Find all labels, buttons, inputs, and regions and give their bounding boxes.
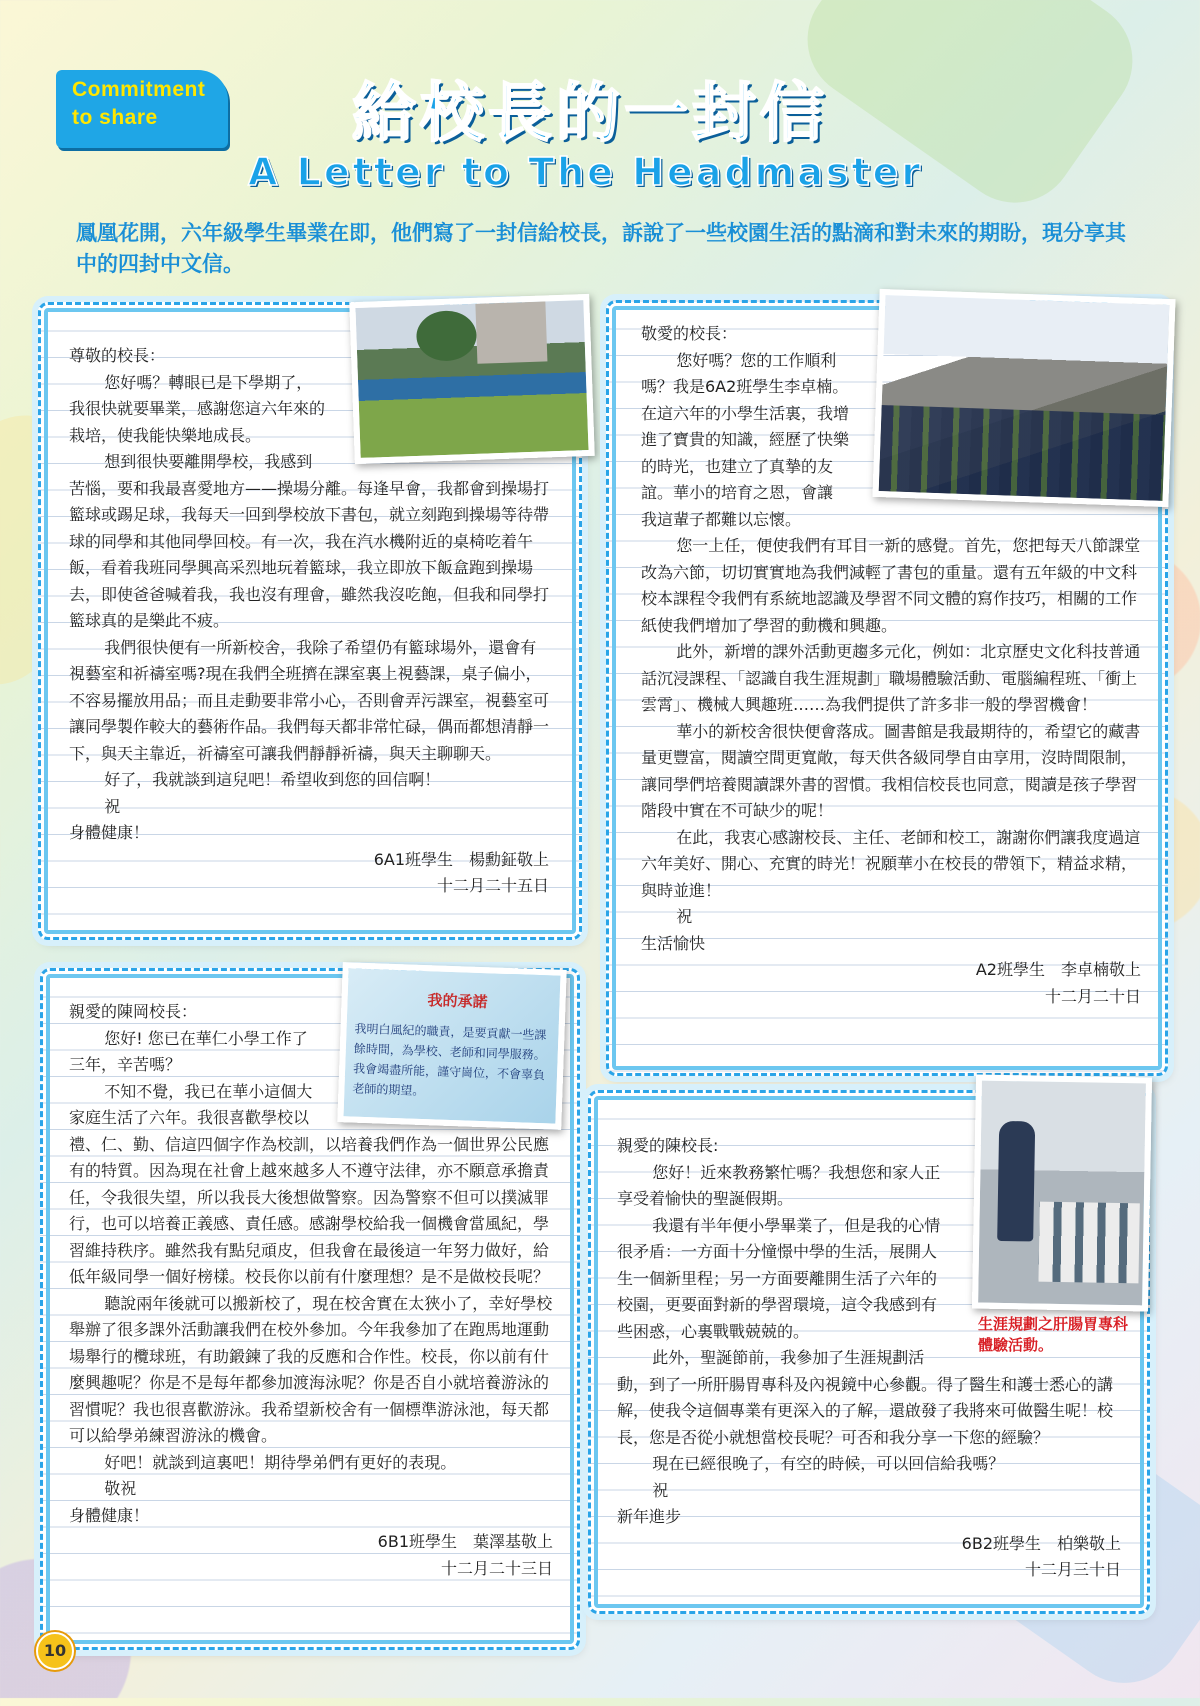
letter-paragraph: 華小的新校舍很快便會落成。圖書館是我最期待的，希望它的藏書量更豐富，閱讀空間更寬敞，每天供各級同學自由享用，沒時間限制，讓同學們培養閱讀課外書的習慣。我相信校長也同意，閱讀是孩子學習階段中實在不可缺少的呢！ <box>641 721 1141 820</box>
letter-paragraph: 祝 <box>652 1480 669 1500</box>
letter-signature: A2班學生 李卓楠敬上 <box>975 960 1141 979</box>
letter-closing: 生活愉快 <box>641 933 706 953</box>
letter-paragraph: 校園，更要面對新的學習環境，這令我感到有 <box>617 1295 938 1314</box>
letter-paragraph: 祝 <box>104 796 121 816</box>
letter-paragraph: 好吧！就談到這裏吧！期待學弟們有更好的表現。 <box>104 1452 457 1472</box>
letter-closing: 身體健康！ <box>69 1505 150 1525</box>
students-seated <box>1038 1202 1139 1284</box>
letter-signature: 6B1班學生 葉澤基敬上 <box>377 1532 553 1551</box>
letter-paragraph: 我還有半年便小學畢業了，但是我的心情 <box>652 1215 941 1235</box>
letter-salutation: 敬愛的校長： <box>641 324 738 343</box>
letter-paragraph: 誼。華小的培育之恩，會讓 <box>641 483 834 502</box>
promise-card <box>337 962 566 1130</box>
letter-closing: 身體健康！ <box>69 823 150 842</box>
letter-date: 十二月二十五日 <box>436 876 549 895</box>
promise-line-1: 我明白風紀的職責，是要貢獻一些課餘時間，為學校、老師和同學服務。 <box>353 1021 547 1063</box>
letter-paragraph: 此外，新增的課外活動更趨多元化，例如：北京歷史文化科技普通話沉浸課程、「認識自我生涯規劃」職場體驗活動、電腦編程班、「衝上雲霄」、機械人興趣班……為我們提供了許多非一般的學習機會！ <box>641 642 1141 714</box>
playground-photo <box>349 294 595 464</box>
letter-paragraph: 些困惑，心裏戰戰兢兢的。 <box>617 1321 810 1341</box>
letter-paragraph: 好了，我就談到這兒吧！希望收到您的回信啊！ <box>104 770 441 789</box>
letter-paragraph: 在這六年的小學生活裏，我增 <box>641 403 850 423</box>
letter-salutation: 親愛的陳校長: <box>617 1136 719 1155</box>
letter-paragraph: 您好！近來教務繁忙嗎？我想您和家人正 <box>652 1162 941 1182</box>
letter-paragraph: 您好! 您已在華仁小學工作了 <box>104 1028 308 1048</box>
page-number: 10 <box>36 1632 74 1670</box>
group-of-students <box>879 405 1166 501</box>
letter-paragraph: 不知不覺，我已在華小這個大 <box>104 1081 313 1101</box>
tag-line-1: Commitment <box>72 78 206 101</box>
letter-paragraph: 祝 <box>676 907 693 926</box>
page-title: 給校長的一封信 <box>352 77 828 151</box>
tag-line-2: to share <box>72 106 158 129</box>
letter-signature: 6B2班學生 柏樂敬上 <box>961 1533 1121 1553</box>
letter-paragraph: 三年，辛苦嗎？ <box>69 1055 182 1074</box>
building-shape <box>475 301 547 363</box>
commitment-tag <box>56 70 228 148</box>
teacher-figure <box>997 1121 1035 1242</box>
great-wall-photo <box>872 289 1175 507</box>
letter-signature: 6A1班學生 楊勳鉦敬上 <box>373 849 549 869</box>
letter-date: 十二月三十日 <box>1024 1560 1121 1579</box>
letter-paragraph: 嗎？我是6A2班學生李卓楠。 <box>641 377 849 396</box>
photo-caption: 生涯規劃之肝腸胃專科體驗活動。 <box>978 1315 1129 1354</box>
letter-paragraph: 栽培，使我能快樂地成長。 <box>69 425 262 445</box>
letter-salutation: 尊敬的校長： <box>69 346 166 365</box>
letter-paragraph: 動，到了一所肝腸胃專科及內視鏡中心參觀。得了醫生和護士悉心的講解，使我令這個專業有更深入的了解，還啟發了我將來可做醫生呢！校長，您是否從小就想當校長呢？可否和我分享一下您的經驗？ <box>617 1374 1114 1447</box>
letter-paragraph: 禮、仁、勤、信這四個字作為校訓，以培養我們作為一個世界公民應有的特質。因為現在社會上越來越多人不遵守法律，亦不願意承擔責任，令我很失望，所以我長大後想做警察。因為警察不但可以撲滅罪行，也可以培養正義感、責任感。感謝學校給我一個機會當風紀，學習維持秩序。雖然我有點兒頑皮，但我會在最後這一年努力做好，給低年級同學一個好榜樣。校長你以前有什麼理想？是不是做校長呢？ <box>69 1134 550 1286</box>
letter-paragraph: 想到很快要離開學校，我感到 <box>104 452 313 471</box>
letter-date: 十二月二十三日 <box>440 1558 553 1578</box>
letter-paragraph: 在此，我衷心感謝校長、主任、老師和校工，謝謝你們讓我度過這六年美好、開心、充實的時光！祝願華小在校長的帶領下，精益求精，與時並進！ <box>641 827 1141 900</box>
promise-card-text <box>352 1019 555 1106</box>
letter-paragraph: 家庭生活了六年。我很喜歡學校以 <box>69 1108 310 1127</box>
letter-paragraph: 我們很快便有一所新校舍，我除了希望仍有籃球場外，還會有視藝室和祈禱室嗎?現在我們全班擠在課室裏上視藝課，桌子偏小，不容易擺放用品；而且走動要非常小心，否則會弄污課室，視藝室可讓同學製作較大的藝術作品。我們每天都非常忙碌，偶而都想清靜一下，與天主靠近，祈禱室可讓我們靜靜祈禱，與天主聊聊天。 <box>69 637 550 763</box>
promise-card-title: 我的承諾 <box>427 991 488 1012</box>
letter-paragraph: 現在已經很晚了，有空的時候，可以回信給我嗎？ <box>652 1454 1005 1473</box>
tree-shape <box>416 310 478 362</box>
letter-paragraph: 敬祝 <box>104 1479 137 1498</box>
letter-paragraph: 您好嗎？轉眼已是下學期了， <box>104 372 313 392</box>
intro-text: 鳳凰花開，六年級學生畢業在即，他們寫了一封信給校長，訴說了一些校園生活的點滴和對未來的期盼，現分享其中的四封中文信。 <box>76 221 1126 276</box>
letter-paragraph: 您好嗎？您的工作順利 <box>676 350 837 370</box>
letter-paragraph: 生一個新里程；另一方面要離開生活了六年的 <box>617 1268 938 1288</box>
page-subtitle: A Letter to The Headmaster <box>248 150 924 194</box>
promise-line-2: 我會竭盡所能，謹守崗位，不會辜負老師的期望。 <box>352 1061 546 1099</box>
letter-paragraph: 您一上任，便使我們有耳目一新的感覺。首先，您把每天八節課堂改為六節，切切實實地為我們減輕了書包的重量。還有五年級的中文科校本課程令我們有系統地認識及學習不同文體的寫作技巧，相關的工作紙使我們增加了學習的動機和興趣。 <box>641 536 1141 635</box>
letter-paragraph: 聽說兩年後就可以搬新校了，現在校舍實在太狹小了，幸好學校舉辦了很多課外活動讓我們在校外參加。今年我參加了在跑馬地運動場舉行的欖球班，有助鍛鍊了我的反應和合作性。校長，你以前有什麼興趣呢？你是不是每年都參加渡海泳呢？你是否自小就培養游泳的習慣呢？我也很喜歡游泳。我希望新校舍有一個標準游泳池，每天都可以給學弟練習游泳的機會。 <box>69 1293 553 1445</box>
letter-paragraph: 我這輩子都難以忘懷。 <box>641 509 802 529</box>
career-visit-photo <box>972 1074 1152 1311</box>
letter-paragraph: 我很快就要畢業，感謝您這六年來的 <box>69 399 326 418</box>
letter-paragraph: 很矛盾：一方面十分憧憬中學的生活，展開人 <box>617 1242 938 1261</box>
letter-paragraph: 苦惱，要和我最喜愛地方——操場分離。每逢早會，我都會到操場打籃球或踢足球，我每天一回到學校放下書包，就立刻跑到操場等待帶球的同學和其他同學回校。有一次，我在汽水機附近的桌椅吃着午飯，看着我班同學興高采烈地玩着籃球，我立即放下飯盒跑到操場去，即使爸爸喊着我，我也沒有理會，雖然我沒吃飽，但我和同學打籃球真的是樂此不疲。 <box>69 478 550 630</box>
letter-paragraph: 的時光，也建立了真摯的友 <box>641 456 834 476</box>
letter-paragraph: 進了寶貴的知識，經歷了快樂 <box>641 430 850 449</box>
letter-salutation: 親愛的陳岡校長： <box>69 1002 198 1021</box>
letter-paragraph: 此外，聖誕節前，我參加了生涯規劃活 <box>652 1348 925 1367</box>
letter-paragraph: 享受着愉快的聖誕假期。 <box>617 1189 794 1208</box>
letter-closing: 新年進步 <box>617 1507 682 1526</box>
letter-date: 十二月二十日 <box>1044 986 1141 1006</box>
